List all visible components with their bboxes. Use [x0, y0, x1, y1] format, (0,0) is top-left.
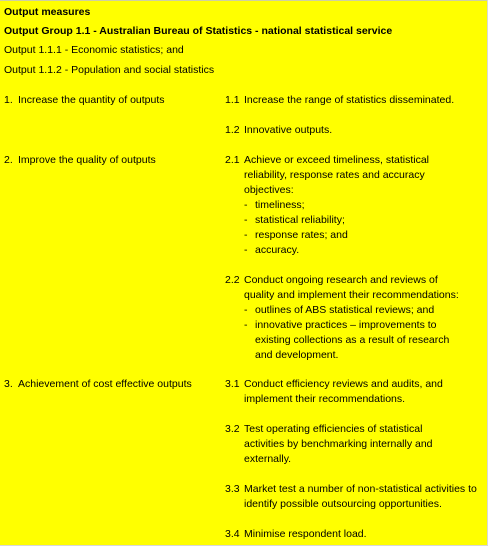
item-number: 1.1 — [225, 94, 240, 106]
item-text: Conduct ongoing research and reviews of quality and implement their recommendations: — [244, 274, 459, 301]
item-3-3 — [225, 482, 483, 512]
output-1-1-2-label: Output 1.1.2 - Population and social statistics — [4, 64, 215, 76]
dash-marker: - — [244, 214, 248, 226]
item-number: 3.2 — [225, 423, 240, 435]
sub-item: - innovative practices – improvements to existing collections as a result of research and development. — [244, 319, 450, 361]
sub-item: - accuracy. — [244, 244, 300, 256]
item-number: 2.2 — [225, 274, 240, 286]
dash-marker: - — [244, 244, 248, 256]
goal-label: Improve the quality of outputs — [18, 154, 156, 166]
sub-list — [244, 198, 455, 258]
item-text: Test operating efficiencies of statistical activities by benchmarking internally and externally. — [244, 423, 433, 465]
item-text: Increase the range of statistics disseminated. — [244, 94, 455, 106]
output-1-1-1-label: Output 1.1.1 - Economic statistics; and — [4, 44, 184, 56]
item-number: 3.3 — [225, 483, 240, 495]
item-text: Market test a number of non-statistical activities to identify possible outsourcing opportunities. — [244, 483, 477, 510]
dash-marker: - — [244, 319, 248, 331]
dash-marker: - — [244, 229, 248, 241]
goal-2 — [4, 153, 156, 167]
sub-item: - outlines of ABS statistical reviews; and — [244, 304, 435, 316]
goal-number: 3. — [4, 378, 13, 390]
item-3-1 — [225, 377, 470, 407]
sub-item: - response rates; and — [244, 229, 348, 241]
item-2-2 — [225, 273, 470, 363]
table-border-top — [0, 0, 487, 1]
goal-label: Achievement of cost effective outputs — [18, 378, 192, 390]
item-text: Minimise respondent load. — [244, 528, 367, 540]
item-3-2 — [225, 422, 460, 467]
goal-label: Increase the quantity of outputs — [18, 94, 165, 106]
sub-item: - timeliness; — [244, 199, 305, 211]
dash-marker: - — [244, 304, 248, 316]
dash-marker: - — [244, 199, 248, 211]
item-number: 3.1 — [225, 378, 240, 390]
goal-number: 2. — [4, 154, 13, 166]
goal-number: 1. — [4, 94, 13, 106]
table-title: Output measures — [4, 6, 91, 18]
item-text: Innovative outputs. — [244, 124, 333, 136]
item-text: Conduct efficiency reviews and audits, and implement their recommendations. — [244, 378, 443, 405]
item-2-1 — [225, 153, 455, 258]
item-1-2 — [225, 123, 480, 138]
item-3-4 — [225, 527, 480, 542]
item-1-1 — [225, 93, 480, 108]
item-text: Achieve or exceed timeliness, statistical reliability, response rates and accuracy objectives: — [244, 154, 429, 196]
sub-list — [244, 303, 470, 363]
output-group-heading: Output Group 1.1 - Australian Bureau of Statistics - national statistical service — [4, 25, 393, 37]
item-number: 1.2 — [225, 124, 240, 136]
item-number: 2.1 — [225, 154, 240, 166]
item-number: 3.4 — [225, 528, 240, 540]
goal-3 — [4, 377, 192, 391]
sub-item: - statistical reliability; — [244, 214, 345, 226]
goal-1 — [4, 93, 165, 107]
